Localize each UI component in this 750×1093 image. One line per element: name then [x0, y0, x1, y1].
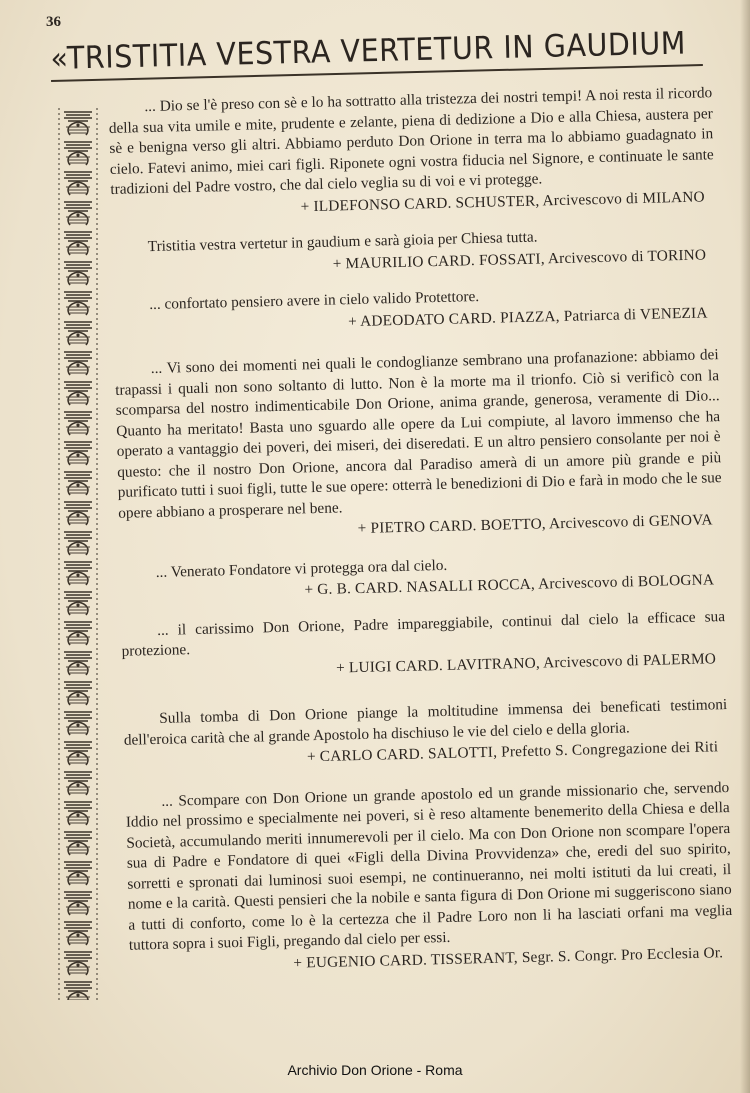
letter-entry-salotti [123, 695, 728, 772]
letter-text: ... Vi sono dei momenti nei quali le condoglianze sembrano una profanazione: abbiamo dei trapassi i quali non sono soltanto di lutto. Non è la morte ma il trionfo. Ciò si verificò con la scomparsa del nostro indimenticabile Don Orione, anima grande, generosa, veramente di Dio... Quanto ha meritato! Basta uno sguardo alle opere da Lui compiute, al lavoro immenso che ha operato a vantaggio dei poveri, dei miseri, dei diseredati. E un altro pensiero consolante per noi è questo: che il nostro Don Orione, ancora dal Paradiso amerà di un amore più grande e più purificato tutti i suoi figli, tutte le sue opere: otterrà le benedizioni di Dio e farà in modo che le sue opere abbiano a prosperare nel bene. [115, 346, 722, 522]
letters-content [108, 77, 733, 977]
archive-footer: Archivio Don Orione - Roma [287, 1062, 463, 1078]
letter-text: ... Venerato Fondatore vi protegga ora dal cielo. [155, 556, 448, 581]
letter-text: ... il carissimo Don Orione, Padre impareggiabile, continui dal cielo la efficace sua protezione. [121, 607, 726, 660]
letter-entry-piazza [113, 281, 718, 338]
letter-signature: + G. B. CARD. NASALLI ROCCA, Arcivescovo di BOLOGNA [304, 571, 715, 599]
letter-text: ... Scompare con Don Orione un grande apostolo ed un grande missionario che, servendo Iddio nel prossimo e specialmente nei poveri, si è reso altamente benemerito della Chiesa e della Società, accumulando meriti innumerevoli per il cielo. Ma con Don Orione non scompare l'opera sua di Padre e Fondatore di quei «Figli della Divina Provvidenza» che, eredi del suo spirito, sorretti e spronati dai luminosi suoi esempi, ne continueranno, nei molti istituti da lui creati, il nome e la carità. Questi pensieri che la nobile e santa figura di Don Orione mi suggeriscono siano a tutti di conforto, come lo è la certezza che il Padre Loro non li ha lasciati orfani ma veglia tuttora sopra i suoi Figli, pregando dal cielo per essi. [125, 778, 733, 954]
letter-signature: + MAURILIO CARD. FOSSATI, Arcivescovo di TORINO [332, 245, 707, 273]
letter-entry-schuster [108, 83, 715, 222]
letter-signature: + ADEODATO CARD. PIAZZA, Patriarca di VENEZIA [347, 303, 708, 330]
letter-text: Sulla tomba di Don Orione piange la moltitudine immensa dei beneficati testimoni dell'eroica carità che al grande Apostolo ha dischiuso le vie del cielo e della gloria. [123, 696, 728, 749]
decorative-border-ornament [56, 108, 100, 1000]
letter-signature: + CARLO CARD. SALOTTI, Prefetto S. Congregazione dei Riti [306, 738, 719, 766]
letter-signature: + ILDEFONSO CARD. SCHUSTER, Arcivescovo di MILANO [300, 187, 705, 215]
letter-entry-lavitrano [121, 607, 726, 684]
letter-entry-tisserant [125, 778, 733, 978]
letter-entry-nasalli-rocca [120, 549, 725, 606]
letter-text: ... Dio se l'è preso con sè e lo ha sottratto alla tristezza dei nostri tempi! A noi resta il ricordo della sua vita umile e mite, prudente e zelante, piena di dedizione a Dio e alla Chiesa, austera per sè e benigna verso gli altri. Abbiamo perduto Don Orione in terra ma lo abbiamo guadagnato in cielo. Fatevi animo, miei cari figli. Riponete ogni vostra fiducia nel Signore, e continuate le sante tradizioni del Padre vostro, che dal cielo veglia su di voi e vi protegge. [108, 84, 714, 198]
page-edge-shadow [740, 0, 750, 1093]
letter-signature: + LUIGI CARD. LAVITRANO, Arcivescovo di PALERMO [335, 649, 717, 677]
letter-text: ... confortato pensiero avere in cielo valido Protettore. [148, 287, 480, 314]
letter-text: Tristitia vestra vertetur in gaudium e sarà gioia per Chiesa tutta. [147, 228, 538, 256]
page-number: 36 [46, 14, 61, 30]
page-title: «TRISTITIA VESTRA VERTETUR IN GAUDIUM [50, 25, 687, 77]
letter-signature: + PIETRO CARD. BOETTO, Arcivescovo di GENOVA [357, 511, 713, 538]
letter-entry-boetto [115, 345, 723, 545]
letter-entry-fossati [112, 223, 717, 280]
letter-signature: + EUGENIO CARD. TISSERANT, Segr. S. Congr. Pro Ecclesia Or. [293, 943, 724, 972]
